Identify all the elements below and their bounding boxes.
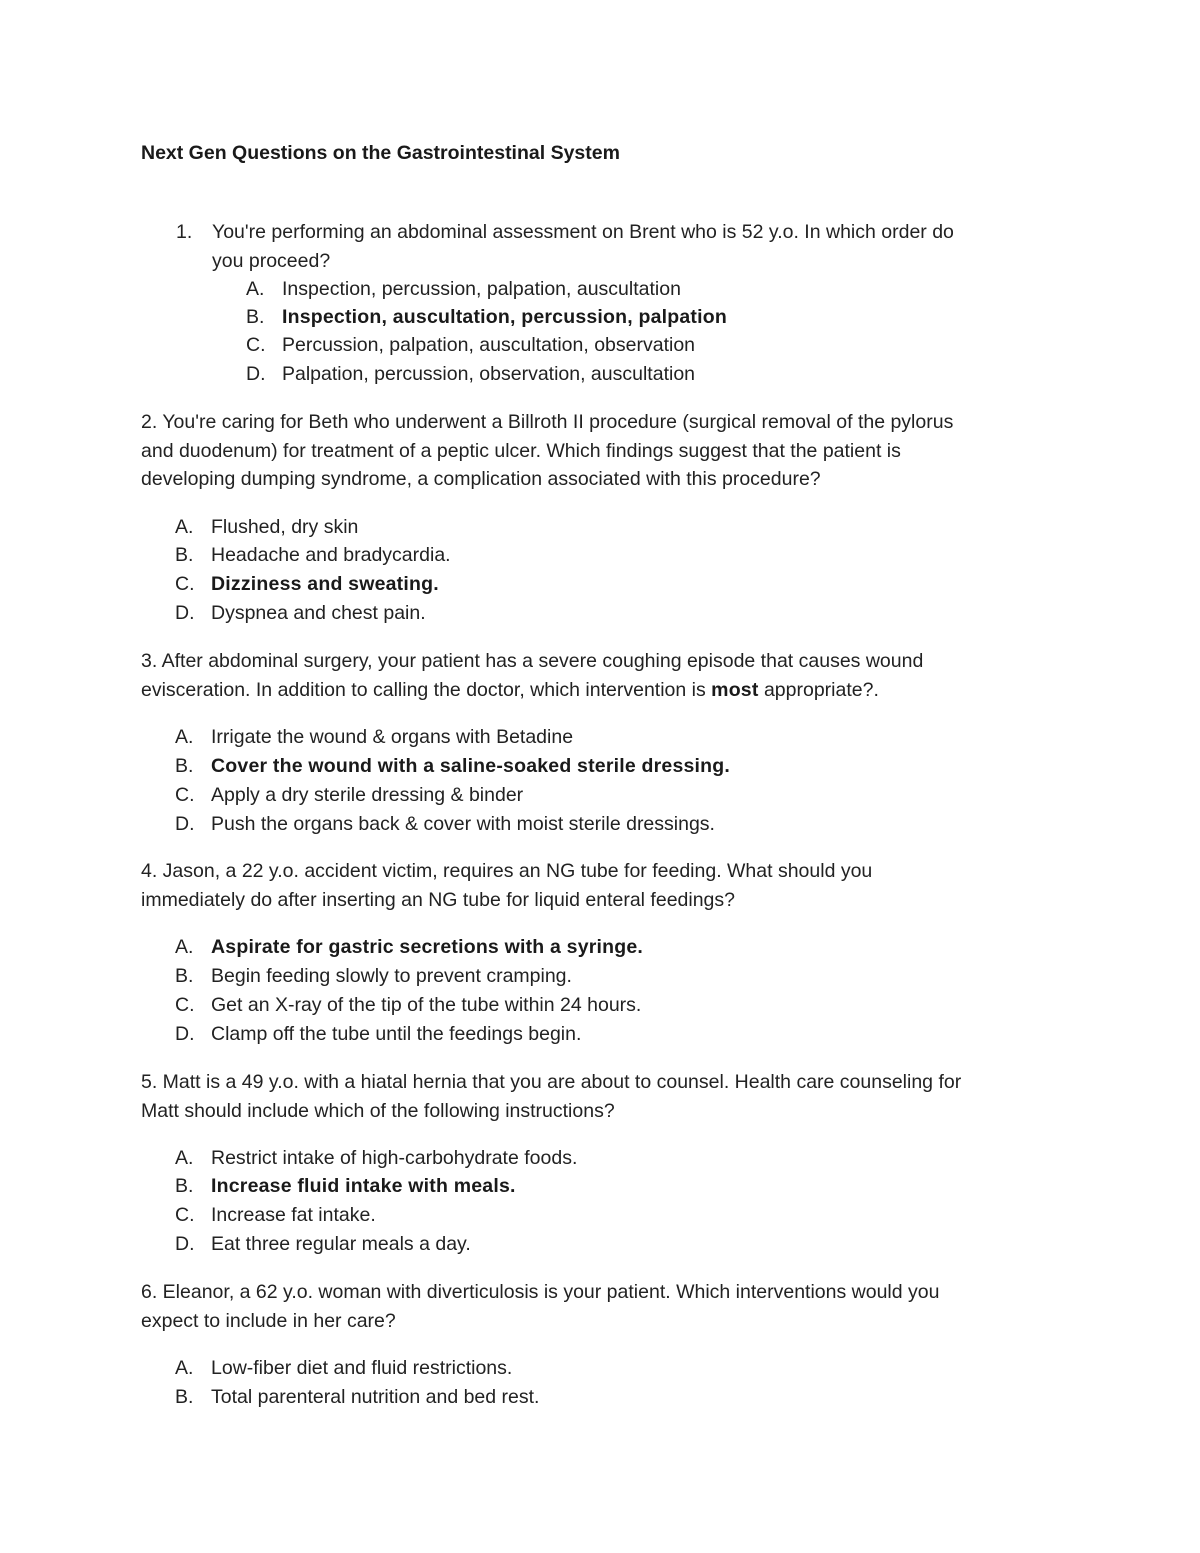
option-letter: B. [175,544,194,566]
option-letter: A. [175,1357,194,1379]
option-text: Apply a dry sterile dressing & binder [211,784,524,806]
question-2-text [141,408,953,494]
option-text: Percussion, palpation, auscultation, observation [282,334,696,356]
option-letter: B. [175,1386,194,1408]
option-text: Begin feeding slowly to prevent cramping. [211,965,572,987]
option-text-correct: Inspection, auscultation, percussion, palpation [282,306,727,328]
question-3-line-2-end: appropriate?. [758,678,879,701]
question-2-line: 2. You're caring for Beth who underwent a Billroth II procedure (surgical removal of the pylorus [141,411,954,433]
question-2-line: and duodenum) for treatment of a peptic ulcer. Which findings suggest that the patient is [141,439,901,462]
question-1-line: you proceed? [212,249,331,272]
option-text: Dyspnea and chest pain. [211,602,426,624]
option-letter: D. [175,1023,195,1045]
option-text: Headache and bradycardia. [211,544,451,566]
option-letter: C. [246,334,266,356]
question-3-line: 3. After abdominal surgery, your patient has a severe coughing episode that causes wound [141,650,924,672]
option-letter: C. [175,573,195,595]
option-letter: A. [246,278,265,300]
option-letter: B. [175,965,194,987]
option-text: Inspection, percussion, palpation, auscultation [282,278,681,300]
option-text: Palpation, percussion, observation, auscultation [282,363,696,385]
option-letter: A. [175,726,194,748]
option-letter: B. [175,1175,194,1197]
option-letter: C. [175,784,195,806]
question-3-text [141,647,923,704]
option-text-correct: Aspirate for gastric secretions with a syringe. [211,936,644,958]
question-6-line: 6. Eleanor, a 62 y.o. woman with diverticulosis is your patient. Which interventions would you [141,1281,940,1303]
question-5-text [141,1068,961,1125]
option-text-correct: Cover the wound with a saline-soaked sterile dressing. [211,755,731,777]
question-3-line-2 [141,676,923,705]
option-letter: A. [175,936,194,958]
question-6-text [141,1278,939,1335]
question-4-line: 4. Jason, a 22 y.o. accident victim, requires an NG tube for feeding. What should you [141,860,873,882]
option-letter: D. [175,813,195,835]
question-4-text [141,857,872,914]
question-2-line: developing dumping syndrome, a complication associated with this procedure? [141,468,821,490]
option-text: Flushed, dry skin [211,516,359,538]
question-3-emphasis: most [711,678,759,701]
question-4-line: immediately do after inserting an NG tube for liquid enteral feedings? [141,888,735,911]
option-letter: D. [175,602,195,624]
option-text: Eat three regular meals a day. [211,1233,471,1255]
question-1-number: 1. [176,221,193,243]
option-text: Clamp off the tube until the feedings begin. [211,1023,582,1045]
option-letter: A. [175,1147,194,1169]
option-letter: D. [246,363,266,385]
option-text: Push the organs back & cover with moist sterile dressings. [211,813,715,835]
option-letter: A. [175,516,194,538]
option-text: Get an X-ray of the tip of the tube within 24 hours. [211,994,642,1016]
option-letter: D. [175,1233,195,1255]
question-3-line-2-start: evisceration. In addition to calling the doctor, which intervention is [141,678,712,701]
question-1-text [212,218,954,275]
question-1-line: You're performing an abdominal assessment on Brent who is 52 y.o. In which order do [212,221,954,243]
option-text: Restrict intake of high-carbohydrate foods. [211,1147,578,1169]
option-text-correct: Increase fluid intake with meals. [211,1175,516,1197]
option-letter: C. [175,994,195,1016]
option-letter: B. [175,755,194,777]
option-letter: C. [175,1204,195,1226]
option-text-correct: Dizziness and sweating. [211,573,439,595]
option-text: Total parenteral nutrition and bed rest. [211,1386,540,1408]
question-5-line: Matt should include which of the following instructions? [141,1099,615,1122]
option-letter: B. [246,306,265,328]
page-title: Next Gen Questions on the Gastrointestinal System [141,142,620,164]
question-5-line: 5. Matt is a 49 y.o. with a hiatal hernia that you are about to counsel. Health care counseling for [141,1071,962,1093]
question-6-line: expect to include in her care? [141,1309,396,1332]
option-text: Irrigate the wound & organs with Betadine [211,726,574,748]
option-text: Low-fiber diet and fluid restrictions. [211,1357,513,1379]
option-text: Increase fat intake. [211,1204,376,1226]
